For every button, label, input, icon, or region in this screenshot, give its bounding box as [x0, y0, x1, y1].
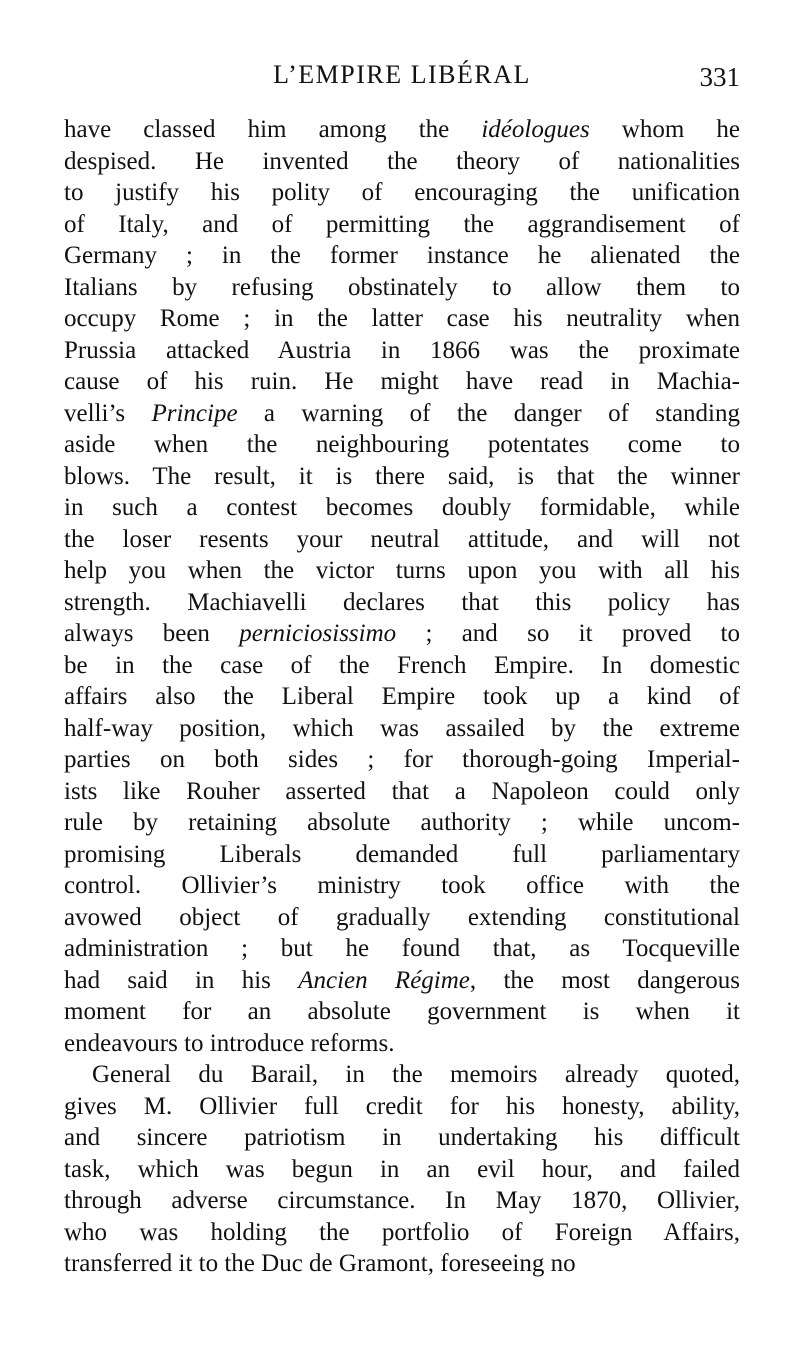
text-line: [64, 114, 740, 146]
text-segment: a warning of the danger of standing: [237, 399, 740, 427]
text-segment: control. Ollivier’s ministry took office with the: [64, 872, 740, 899]
text-line: [64, 902, 740, 934]
text-segment: of Italy, and of permitting the aggrandisement of: [64, 210, 740, 238]
text-segment: the loser resents your neutral attitude, and will not: [64, 525, 740, 553]
text-line: [64, 650, 740, 682]
text-segment: have classed him among the: [64, 116, 482, 143]
text-line: [64, 335, 740, 367]
italic-term: idéologues: [481, 116, 590, 143]
text-segment: transferred it to the Duc de Gramont, foreseeing no: [64, 1250, 576, 1277]
text-segment: in such a contest becomes doubly formidable, while: [64, 494, 740, 521]
text-line: [64, 1185, 740, 1217]
text-line: [64, 492, 740, 524]
text-line: [64, 429, 740, 461]
text-segment: moment for an absolute government is when it: [64, 998, 740, 1025]
text-line: [64, 1217, 740, 1249]
text-line: [64, 555, 740, 587]
text-line: [64, 524, 740, 556]
text-segment: Germany ; in the former instance he alienated the: [64, 242, 740, 269]
text-line: [64, 807, 740, 839]
text-segment: aside when the neighbouring potentates come to: [64, 431, 740, 458]
page-number: 331: [699, 62, 740, 92]
text-line: [64, 776, 740, 808]
text-segment: half-way position, which was assailed by the extreme: [64, 714, 740, 742]
text-line: [64, 713, 740, 745]
text-segment: gives M. Ollivier full credit for his honesty, ability,: [64, 1092, 740, 1120]
italic-term: Ancien Régime: [298, 966, 470, 994]
text-segment: cause of his ruin. He might have read in Machia-: [64, 368, 740, 395]
text-segment: administration ; but he found that, as Tocqueville: [64, 935, 740, 962]
text-segment: whom he: [589, 116, 740, 143]
text-line: [64, 618, 740, 650]
text-line: [64, 870, 740, 902]
text-segment: be in the case of the French Empire. In domestic: [64, 651, 740, 679]
text-line: [64, 177, 740, 209]
text-segment: ists like Rouher asserted that a Napoleon could only: [64, 777, 740, 805]
text-segment: , the most dangerous: [469, 966, 740, 994]
text-line: [64, 839, 740, 871]
text-segment: promising Liberals demanded full parliamentary: [64, 840, 740, 868]
body-text: [64, 114, 740, 1280]
text-segment: had said in his: [64, 966, 299, 994]
text-line: [64, 1248, 740, 1280]
italic-term: perniciosissimo: [239, 620, 397, 647]
text-segment: task, which was begun in an evil hour, and failed: [64, 1155, 740, 1183]
text-line: [64, 303, 740, 335]
text-segment: through adverse circumstance. In May 1870, Ollivier,: [64, 1187, 740, 1214]
text-segment: parties on both sides ; for thorough-going Imperial-: [64, 746, 740, 773]
text-segment: who was holding the portfolio of Foreign Affairs,: [64, 1218, 740, 1246]
text-line: [64, 681, 740, 713]
text-segment: occupy Rome ; in the latter case his neutrality when: [64, 305, 740, 332]
text-line: [64, 146, 740, 178]
text-line: [64, 587, 740, 619]
text-segment: affairs also the Liberal Empire took up a kind of: [64, 683, 740, 710]
text-segment: avowed object of gradually extending constitutional: [64, 903, 740, 931]
text-segment: blows. The result, it is there said, is that the winner: [64, 462, 740, 490]
text-line: [64, 1122, 740, 1154]
text-segment: help you when the victor turns upon you with all his: [64, 557, 740, 584]
text-line: [64, 366, 740, 398]
text-segment: rule by retaining absolute authority ; while uncom-: [64, 809, 740, 836]
text-segment: endeavours to introduce reforms.: [64, 1029, 395, 1057]
text-segment: Prussia attacked Austria in 1866 was the proximate: [64, 336, 740, 364]
text-line: [64, 1028, 740, 1060]
text-segment: ; and so it proved to: [396, 620, 740, 647]
text-line: [64, 1059, 740, 1091]
text-line: [64, 272, 740, 304]
text-line: [64, 398, 740, 430]
text-line: [64, 1154, 740, 1186]
text-segment: and sincere patriotism in undertaking his difficult: [64, 1124, 740, 1151]
text-segment: to justify his polity of encouraging the unification: [64, 179, 740, 206]
text-segment: strength. Machiavelli declares that this policy has: [64, 588, 740, 616]
text-line: [64, 209, 740, 241]
text-line: [64, 965, 740, 997]
running-title: L’EMPIRE LIBÉRAL: [273, 60, 531, 89]
text-segment: always been: [64, 620, 240, 647]
running-head: [64, 58, 740, 92]
text-segment: despised. He invented the theory of nationalities: [64, 147, 740, 175]
text-line: [64, 1091, 740, 1123]
text-segment: General du Barail, in the memoirs already quoted,: [92, 1061, 740, 1088]
text-segment: velli’s: [64, 399, 152, 427]
italic-term: Principe: [151, 399, 238, 427]
text-segment: Italians by refusing obstinately to allow them to: [64, 273, 740, 301]
text-line: [64, 996, 740, 1028]
text-line: [64, 240, 740, 272]
text-line: [64, 744, 740, 776]
text-line: [64, 933, 740, 965]
text-line: [64, 461, 740, 493]
